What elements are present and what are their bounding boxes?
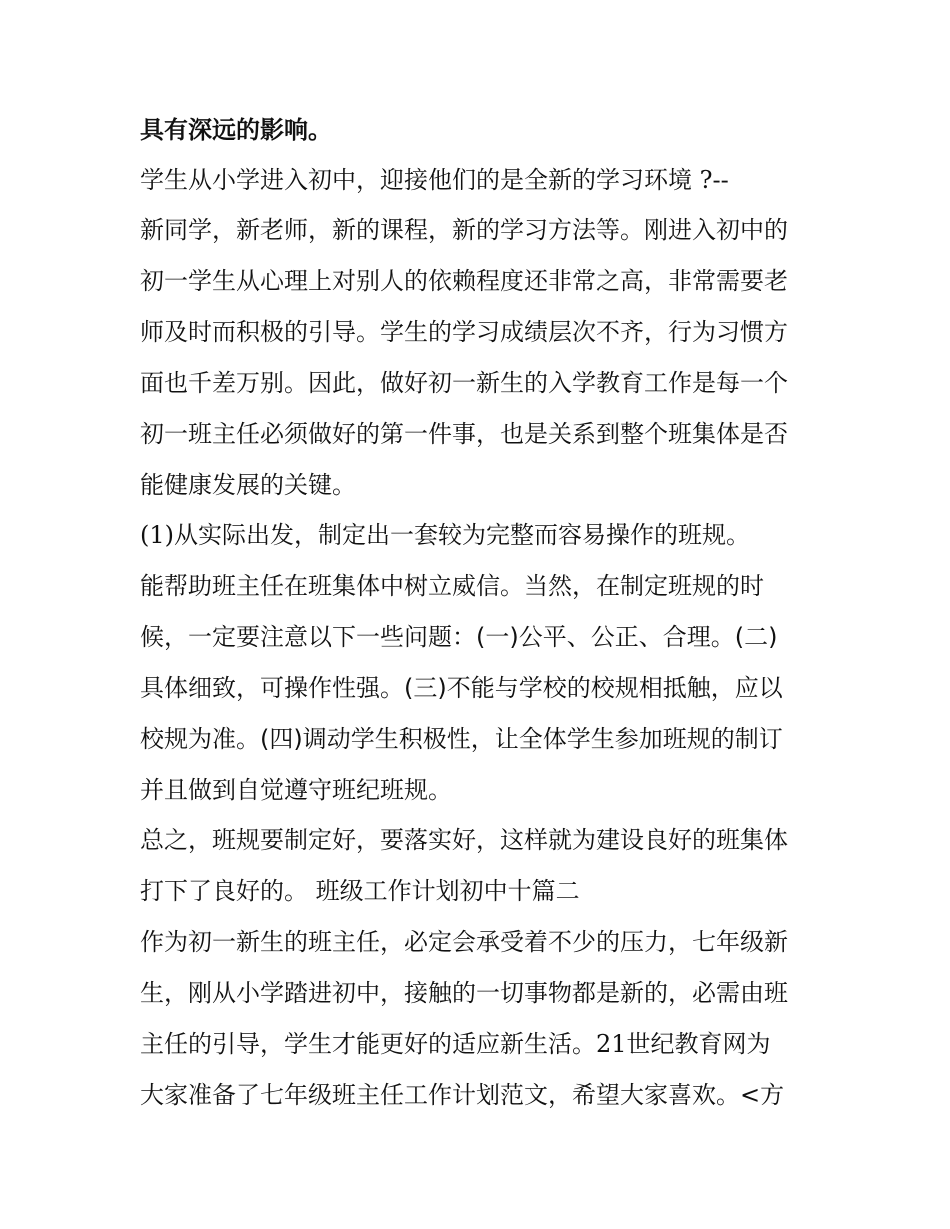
text-line-6: 面也千差万别。因此，做好初一新生的入学教育工作是每一个 [140,369,788,397]
text-line-2: 学生从小学进入初中，迎接他们的是全新的学习环境 ?-- [140,166,729,194]
text-line-15: 总之，班规要制定好，要落实好，这样就为建设良好的班集体 [140,826,788,854]
text-line-10: 能帮助班主任在班集体中树立威信。当然，在制定班规的时 [140,572,764,600]
text-line-14: 并且做到自觉遵守班纪班规。 [140,776,452,804]
text-line-12: 具体细致，可操作性强。(三)不能与学校的校规相抵触，应以 [140,674,783,702]
text-line-4: 初一学生从心理上对别人的依赖程度还非常之高，非常需要老 [140,267,788,295]
text-line-1: 具有深远的影响。 [140,116,332,144]
text-line-7: 初一班主任必须做好的第一件事，也是关系到整个班集体是否 [140,420,788,448]
text-line-9: (1)从实际出发，制定出一套较为完整而容易操作的班规。 [140,521,750,549]
text-line-18: 生，刚从小学踏进初中，接触的一切事物都是新的，必需由班 [140,979,788,1007]
text-line-5: 师及时而积极的引导。学生的学习成绩层次不齐，行为习惯方 [140,318,788,346]
text-line-11: 候，一定要注意以下一些问题：(一)公平、公正、合理。(二) [140,623,778,651]
text-line-3: 新同学，新老师，新的课程，新的学习方法等。刚进入初中的 [140,216,788,244]
text-line-19: 主任的引导，学生才能更好的适应新生活。21世纪教育网为 [140,1030,771,1058]
text-line-13: 校规为准。(四)调动学生积极性，让全体学生参加班规的制订 [140,725,783,753]
text-line-17: 作为初一新生的班主任，必定会承受着不少的压力，七年级新 [140,928,788,956]
text-line-8: 能健康发展的关键。 [140,471,356,499]
text-line-16: 打下了良好的。 班级工作计划初中十篇二 [140,877,580,905]
text-line-20: 大家准备了七年级班主任工作计划范文，希望大家喜欢。<方 [140,1081,785,1109]
